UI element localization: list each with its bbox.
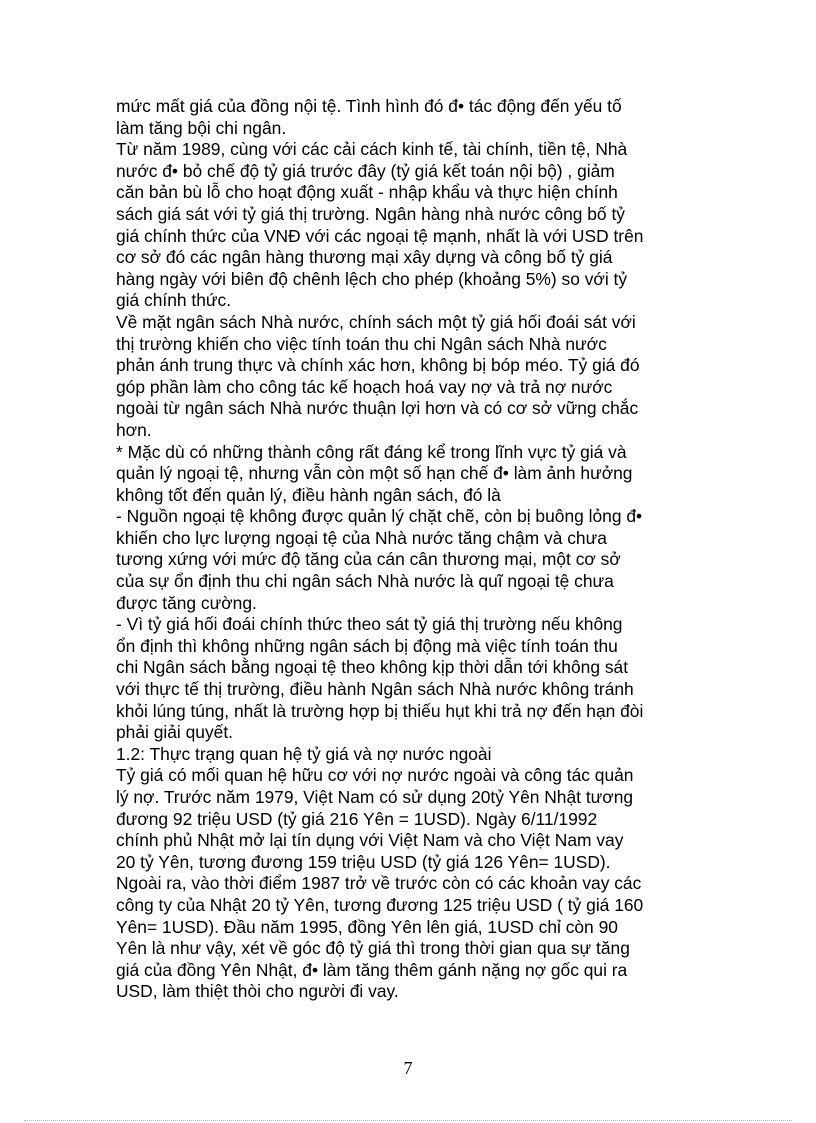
text-line: sách giá sát với tỷ giá thị trường. Ngân hàng nhà nước công bố tỷ [116,203,625,224]
text-line: Về mặt ngân sách Nhà nước, chính sách một tỷ giá hối đoái sát với [116,311,636,332]
text-line: công ty của Nhật 20 tỷ Yên, tương đương 125 triệu USD ( tỷ giá 160 [116,894,644,915]
text-line: * Mặc dù có những thành công rất đáng kể trong lĩnh vực tỷ giá và [116,441,627,462]
text-line: - Vì tỷ giá hối đoái chính thức theo sát tỷ giá thị trường nếu không [116,614,623,635]
text-line: mức mất giá của đồng nội tệ. Tình hình đó đ• tác động đến yếu tố [116,96,622,116]
text-line: quản lý ngoại tệ, nhưng vẫn còn một số hạn chế đ• làm ảnh hưởng [116,463,633,484]
text-line: phải giải quyết. [116,722,233,743]
text-line: làm tăng bội chi ngân. [116,117,287,138]
text-line: không tốt đến quản lý, điều hành ngân sách, đó là [116,484,501,505]
text-line: của sự ổn định thu chi ngân sách Nhà nước là quĩ ngoại tệ chưa [116,571,614,592]
document-body [116,96,716,1003]
text-line: lý nợ. Trước năm 1979, Việt Nam có sử dụng 20tỷ Yên Nhật tương [116,787,634,807]
text-line: chi Ngân sách bằng ngoại tệ theo không kịp thời dẫn tới không sát [116,657,629,678]
page-bottom-border [24,1120,792,1121]
text-line: hàng ngày với biên độ chênh lệch cho phép (khoảng 5%) so với tỷ [116,268,628,289]
text-line: tương xứng với mức độ tăng của cán cân thương mại, một cơ sở [116,549,621,570]
text-line: góp phần làm cho công tác kế hoạch hoá vay nợ và trả nợ nước [116,376,613,397]
page-number: 7 [403,1058,413,1078]
text-line: khiến cho lực lượng ngoại tệ của Nhà nước tăng chậm và chưa [116,527,607,548]
text-line: Từ năm 1989, cùng với các cải cách kinh tế, tài chính, tiền tệ, Nhà [116,139,628,160]
text-line: Yên là như vậy, xét về góc độ tỷ giá thì trong thời gian qua sự tăng [116,938,630,959]
text-line: thị trường khiến cho việc tính toán thu chi Ngân sách Nhà nước [116,333,607,354]
text-line: đương 92 triệu USD (tỷ giá 216 Yên = 1USD). Ngày 6/11/1992 [116,808,598,829]
text-line: khỏi lúng túng, nhất là trường hợp bị thiếu hụt khi trả nợ đến hạn đòi [116,700,644,721]
text-line: phản ánh trung thực và chính xác hơn, không bị bóp méo. Tỷ giá đó [116,355,640,376]
text-line: 20 tỷ Yên, tương đương 159 triệu USD (tỷ giá 126 Yên= 1USD). [116,851,611,872]
text-line: - Nguồn ngoại tệ không được quản lý chặt chẽ, còn bị buông lỏng đ• [116,506,643,527]
text-line: Yên= 1USD). Đầu năm 1995, đồng Yên lên giá, 1USD chỉ còn 90 [116,916,618,937]
text-line: Tỷ giá có mối quan hệ hữu cơ với nợ nước ngoài và công tác quản [116,765,634,786]
text-line: với thực tế thị trường, điều hành Ngân sách Nhà nước không tránh [116,679,634,700]
text-line: căn bản bù lỗ cho hoạt động xuất - nhập khẩu và thực hiện chính [116,182,618,203]
text-line: Ngoài ra, vào thời điểm 1987 trở về trước còn có các khoản vay các [116,873,642,894]
text-line: hơn. [116,419,152,440]
text-line: USD, làm thiệt thòi cho người đi vay. [116,981,399,1002]
text-line: cơ sở đó các ngân hàng thương mại xây dựng và công bố tỷ giá [116,247,613,268]
text-line: ngoài từ ngân sách Nhà nước thuận lợi hơn và có cơ sở vững chắc [116,398,639,419]
text-line: ổn định thì không những ngân sách bị động mà việc tính toán thu [116,635,618,656]
text-line: được tăng cường. [116,592,257,613]
text-line: giá của đồng Yên Nhật, đ• làm tăng thêm gánh nặng nợ gốc qui ra [116,959,628,980]
text-line: nước đ• bỏ chế độ tỷ giá trước đây (tỷ giá kết toán nội bộ) , giảm [116,160,615,181]
section-heading: 1.2: Thực trạng quan hệ tỷ giá và nợ nước ngoài [116,743,492,764]
text-line: chính phủ Nhật mở lại tín dụng với Việt Nam và cho Việt Nam vay [116,830,624,851]
text-line: giá chính thức. [116,290,232,311]
text-line: giá chính thức của VNĐ với các ngoại tệ mạnh, nhất là với USD trên [116,225,644,246]
